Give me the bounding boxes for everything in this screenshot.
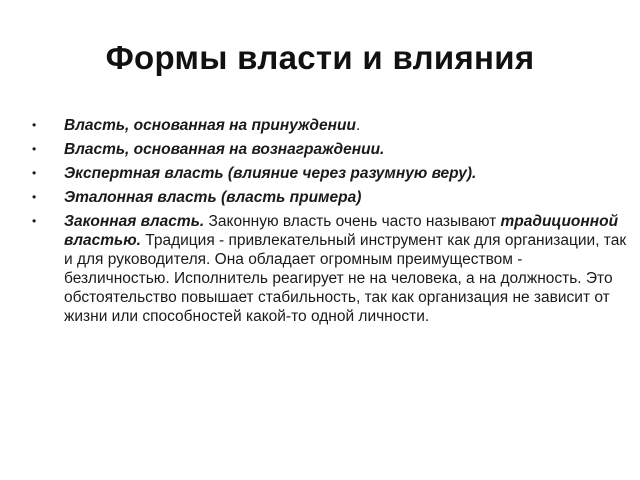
bullet-item <box>32 188 632 207</box>
bullet-marker: • <box>32 118 37 132</box>
bullet-emphasis: Власть, основанная на вознаграждении. <box>64 141 385 158</box>
bullet-emphasis-secondary: традиционной властью. <box>64 213 619 249</box>
bullet-marker: • <box>32 214 37 228</box>
bullet-list <box>32 116 632 331</box>
bullet-item <box>32 116 632 135</box>
bullet-item <box>32 140 632 159</box>
bullet-emphasis: Экспертная власть (влияние через разумную веру). <box>64 165 477 182</box>
bullet-emphasis: Законная власть. <box>64 213 205 230</box>
bullet-marker: • <box>32 190 37 204</box>
bullet-emphasis: Эталонная власть (власть примера) <box>64 189 362 206</box>
bullet-text: Законную власть очень часто называют <box>204 213 501 230</box>
bullet-marker: • <box>32 166 37 180</box>
bullet-text: . <box>355 117 361 134</box>
slide-title: Формы власти и влияния <box>105 39 535 76</box>
bullet-text-body: Традиция - привлекательный инструмент как для организации, так и для руководителя. Она обладает огромным преимуществом - безличностью. Исполнитель реагирует не на человека, а на должность. Это обстоятельство повышает стабильность, так как организация не зависит от жизни или способностей какой-то одной личности. <box>64 232 627 325</box>
bullet-emphasis: Власть, основанная на принуждении <box>64 117 356 134</box>
bullet-marker: • <box>32 142 37 156</box>
bullet-item <box>32 212 632 326</box>
bullet-item <box>32 164 632 183</box>
